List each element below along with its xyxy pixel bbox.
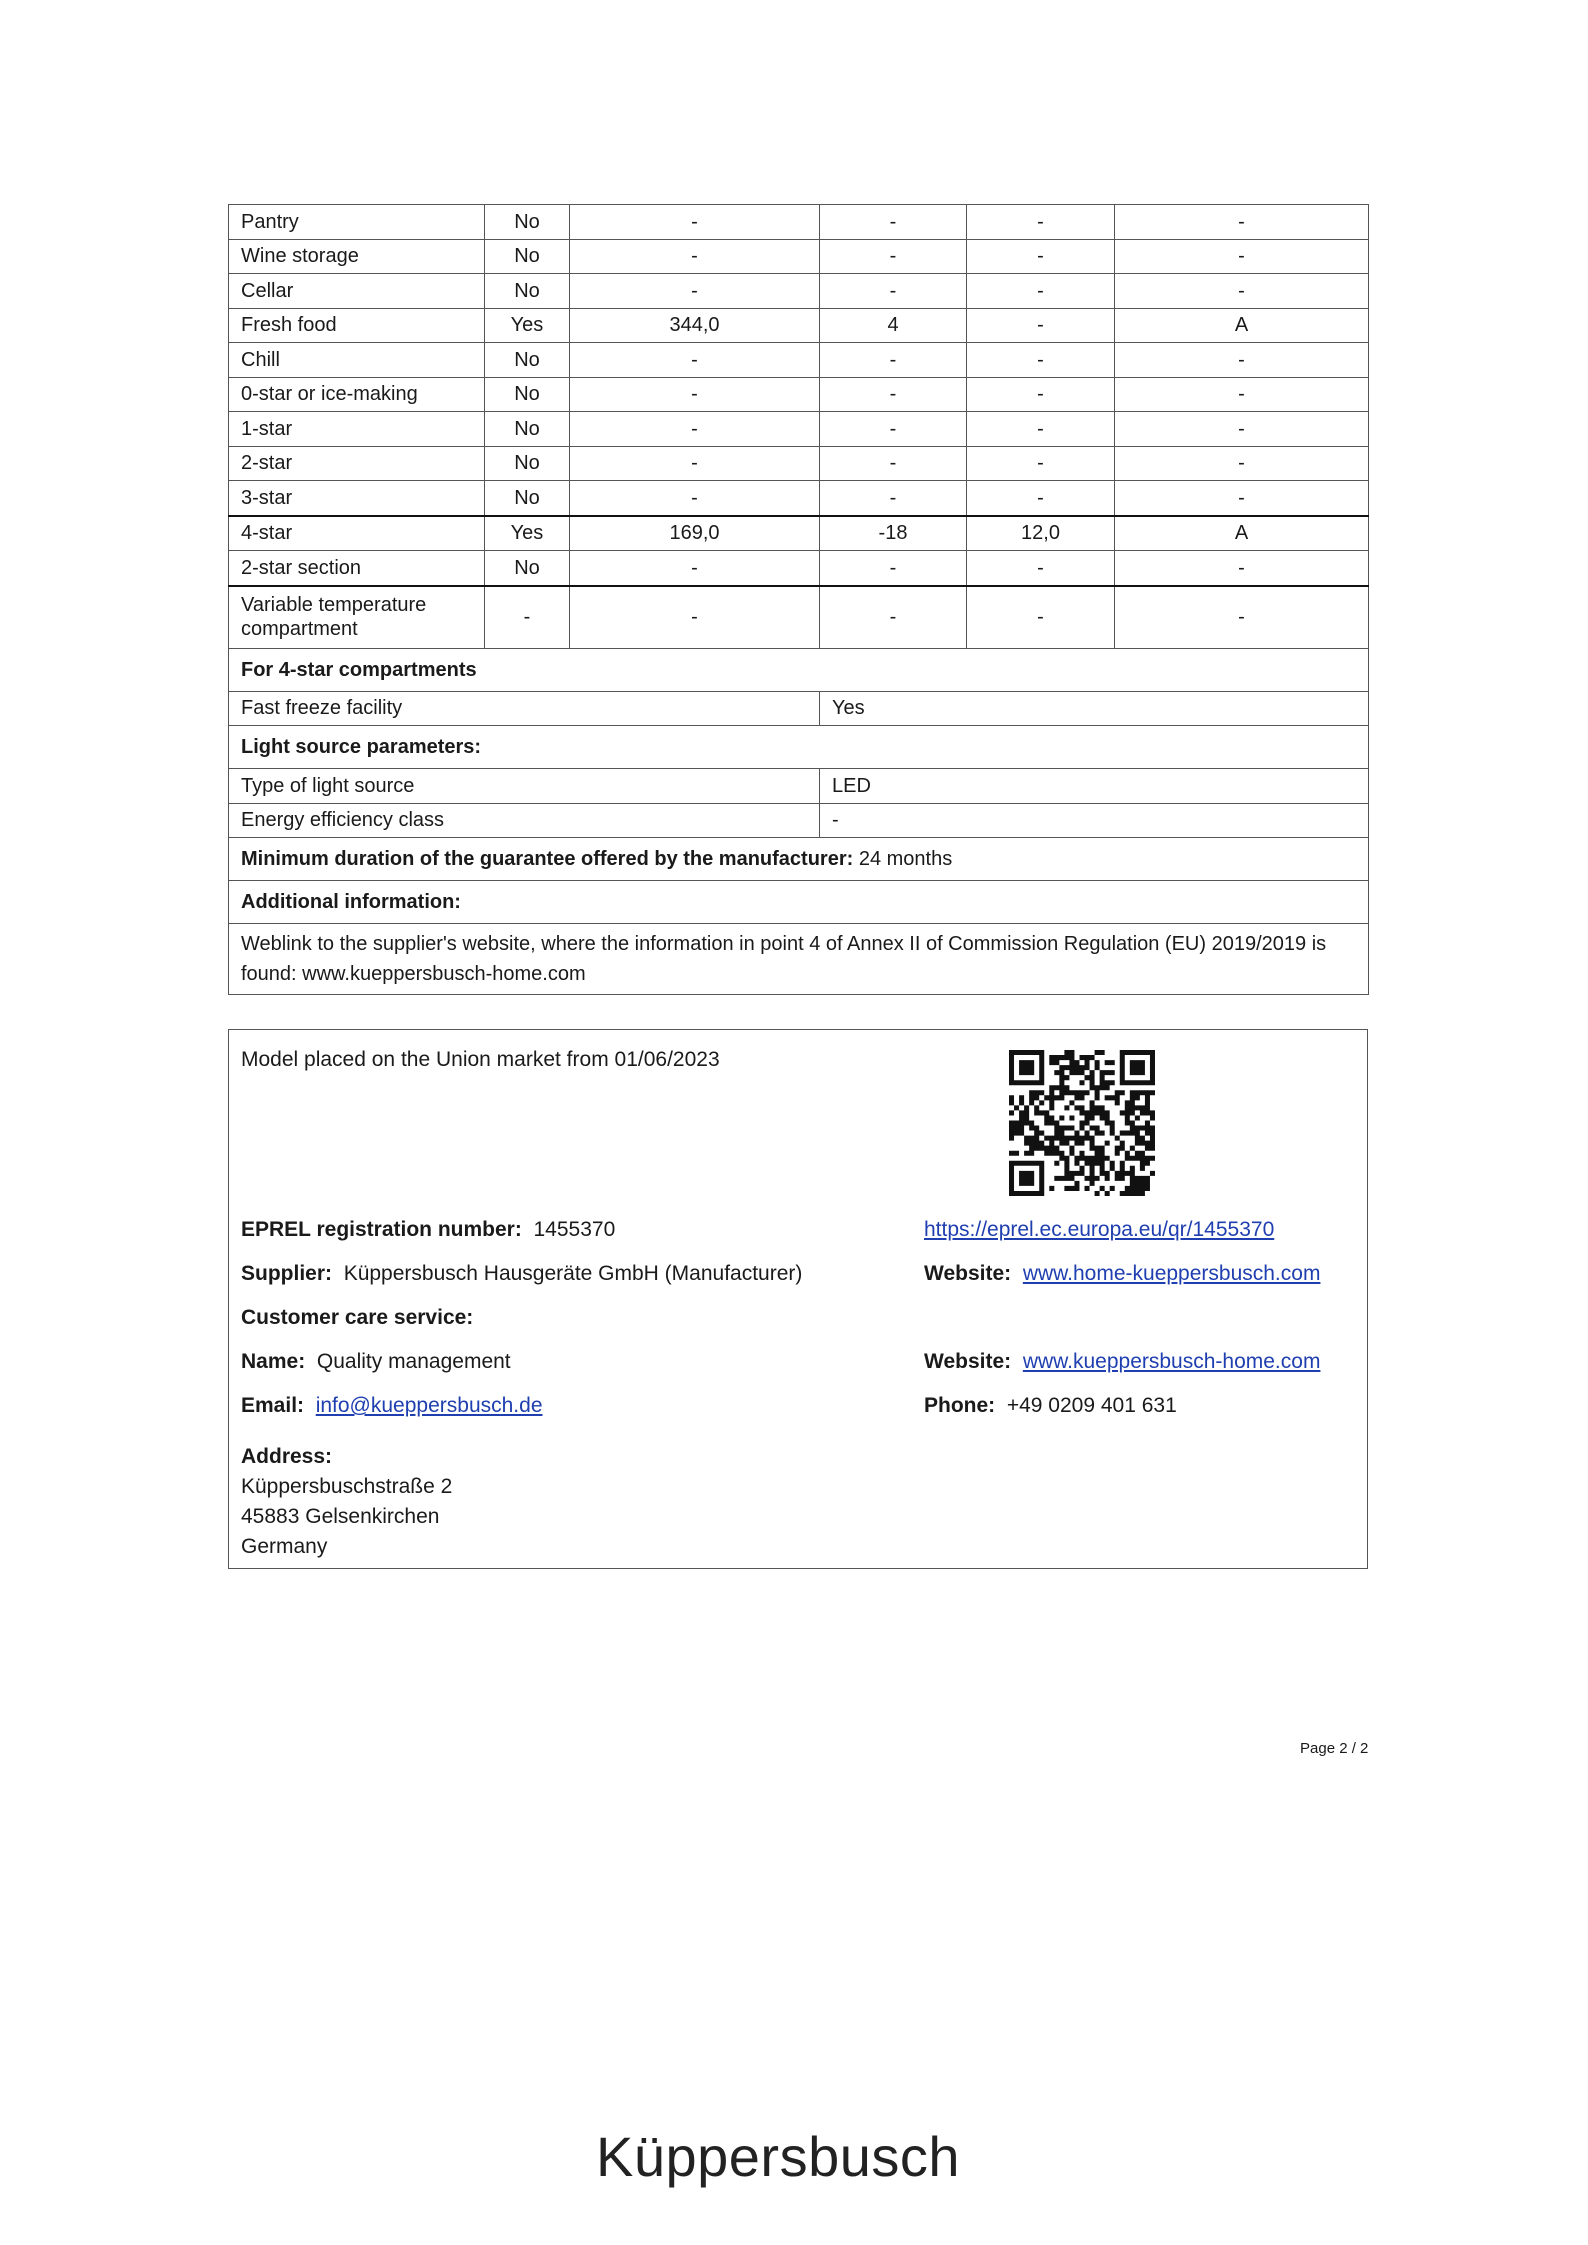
eprel-link-wrap [924, 1218, 1274, 1242]
customer-care [241, 1306, 473, 1330]
weblink-url: www.kueppersbusch-home.com [302, 963, 586, 985]
light-heading-row [229, 726, 1369, 769]
compartment-climate-cell: - [1115, 343, 1369, 378]
compartment-temp-cell: - [820, 412, 967, 447]
compartment-temp-cell: - [820, 343, 967, 378]
care-email [241, 1394, 543, 1418]
four-star-heading: For 4-star compartments [229, 648, 1369, 691]
compartment-capacity-cell: - [967, 481, 1115, 516]
compartment-climate-cell: - [1115, 446, 1369, 481]
compartment-temp-cell: - [820, 446, 967, 481]
compartment-present-cell: No [485, 239, 570, 274]
compartment-name-cell: Pantry [229, 205, 485, 240]
market-text: Model placed on the Union market from 01/06/2023 [241, 1048, 720, 1071]
compartment-temp-cell: - [820, 239, 967, 274]
compartment-name-cell: 0-star or ice-making [229, 377, 485, 412]
compartment-climate-cell: A [1115, 308, 1369, 343]
customer-care-label: Customer care service: [241, 1306, 474, 1329]
compartment-row [229, 343, 1369, 378]
compartment-row [229, 239, 1369, 274]
compartment-name-cell: Variable temperature compartment [229, 586, 485, 649]
supplier-website [924, 1262, 1320, 1286]
care-phone [924, 1394, 1177, 1418]
compartment-volume-cell: - [570, 274, 820, 309]
compartment-capacity-cell: - [967, 586, 1115, 649]
compartment-climate-cell: - [1115, 274, 1369, 309]
compartment-temp-cell: - [820, 481, 967, 516]
fast-freeze-value: Yes [820, 691, 1369, 726]
light-class-value: - [820, 803, 1369, 838]
compartment-temp-cell: - [820, 205, 967, 240]
guarantee-cell [229, 838, 1369, 881]
fast-freeze-label: Fast freeze facility [229, 691, 820, 726]
four-star-heading-row [229, 648, 1369, 691]
website-label: Website: [924, 1262, 1012, 1285]
compartment-volume-cell: - [570, 586, 820, 649]
compartment-volume-cell: - [570, 377, 820, 412]
compartment-present-cell: No [485, 343, 570, 378]
weblink-row [229, 924, 1369, 995]
phone-label: Phone: [924, 1394, 996, 1417]
website2-label: Website: [924, 1350, 1012, 1373]
compartment-name-cell: Fresh food [229, 308, 485, 343]
product-information-sheet [228, 204, 1368, 995]
compartment-present-cell: No [485, 446, 570, 481]
compartment-present-cell: - [485, 586, 570, 649]
compartment-table [228, 204, 1369, 995]
eprel-info-card [228, 1029, 1368, 1569]
fast-freeze-row [229, 691, 1369, 726]
eprel-registration [241, 1218, 615, 1242]
compartment-volume-cell: - [570, 551, 820, 586]
compartment-name-cell: Wine storage [229, 239, 485, 274]
address-label: Address: [241, 1445, 333, 1468]
compartment-row [229, 308, 1369, 343]
compartment-capacity-cell: 12,0 [967, 516, 1115, 551]
weblink-cell [229, 924, 1369, 995]
eprel-link[interactable]: https://eprel.ec.europa.eu/qr/1455370 [924, 1218, 1275, 1241]
compartment-climate-cell: - [1115, 551, 1369, 586]
care-website [924, 1350, 1320, 1374]
address-line-3: Germany [241, 1535, 328, 1558]
compartment-row [229, 551, 1369, 586]
compartment-volume-cell: - [570, 446, 820, 481]
compartment-row [229, 516, 1369, 551]
compartment-name-cell: 4-star [229, 516, 485, 551]
supplier-value: Küppersbusch Hausgeräte GmbH (Manufacturer) [343, 1262, 803, 1285]
light-type-value: LED [820, 769, 1369, 804]
additional-heading: Additional information: [229, 881, 1369, 924]
compartment-temp-cell: - [820, 586, 967, 649]
compartment-row [229, 446, 1369, 481]
compartment-volume-cell: - [570, 205, 820, 240]
compartment-volume-cell: 169,0 [570, 516, 820, 551]
compartment-capacity-cell: - [967, 205, 1115, 240]
compartment-temp-cell: - [820, 377, 967, 412]
compartment-present-cell: No [485, 412, 570, 447]
compartment-row [229, 412, 1369, 447]
compartment-climate-cell: - [1115, 205, 1369, 240]
compartment-capacity-cell: - [967, 412, 1115, 447]
weblink-text: Weblink to the supplier's website, where the information in point 4 of Annex II of Commission Regulation (EU) 2019/2019 is found: [241, 933, 1327, 985]
supplier-label: Supplier: [241, 1262, 333, 1285]
compartment-row [229, 274, 1369, 309]
website-link[interactable]: www.home-kueppersbusch.com [1022, 1262, 1321, 1285]
guarantee-label: Minimum duration of the guarantee offered by the manufacturer: [241, 848, 854, 870]
guarantee-value: 24 months [858, 848, 953, 870]
compartment-name-cell: 2-star [229, 446, 485, 481]
light-heading: Light source parameters: [229, 726, 1369, 769]
compartment-temp-cell: -18 [820, 516, 967, 551]
compartment-climate-cell: - [1115, 239, 1369, 274]
page-number: Page 2 / 2 [1300, 1740, 1369, 1757]
compartment-volume-cell: 344,0 [570, 308, 820, 343]
compartment-capacity-cell: - [967, 239, 1115, 274]
compartment-climate-cell: - [1115, 481, 1369, 516]
qr-code-icon[interactable] [1009, 1050, 1155, 1196]
compartment-name-cell: 1-star [229, 412, 485, 447]
guarantee-row [229, 838, 1369, 881]
care-name [241, 1350, 511, 1374]
address-line-1: Küppersbuschstraße 2 [241, 1475, 453, 1498]
compartment-capacity-cell: - [967, 274, 1115, 309]
light-type-row [229, 769, 1369, 804]
compartment-present-cell: No [485, 551, 570, 586]
compartment-present-cell: Yes [485, 516, 570, 551]
light-type-label: Type of light source [229, 769, 820, 804]
compartment-present-cell: No [485, 481, 570, 516]
additional-heading-row [229, 881, 1369, 924]
compartment-capacity-cell: - [967, 343, 1115, 378]
name-value: Quality management [316, 1350, 511, 1373]
compartment-climate-cell: - [1115, 412, 1369, 447]
supplier [241, 1262, 802, 1286]
compartment-name-cell: 3-star [229, 481, 485, 516]
compartment-volume-cell: - [570, 239, 820, 274]
compartment-capacity-cell: - [967, 446, 1115, 481]
compartment-capacity-cell: - [967, 377, 1115, 412]
phone-value: +49 0209 401 631 [1006, 1394, 1177, 1417]
eprel-number: 1455370 [533, 1218, 616, 1241]
compartment-temp-cell: - [820, 274, 967, 309]
compartment-volume-cell: - [570, 481, 820, 516]
compartment-climate-cell: - [1115, 377, 1369, 412]
light-class-row [229, 803, 1369, 838]
website2-link[interactable]: www.kueppersbusch-home.com [1022, 1350, 1321, 1373]
compartment-row [229, 586, 1369, 649]
compartment-row [229, 481, 1369, 516]
eprel-label: EPREL registration number: [241, 1218, 522, 1241]
name-label: Name: [241, 1350, 306, 1373]
compartment-capacity-cell: - [967, 308, 1115, 343]
compartment-volume-cell: - [570, 412, 820, 447]
compartment-capacity-cell: - [967, 551, 1115, 586]
email-link[interactable]: info@kueppersbusch.de [315, 1394, 543, 1417]
email-label: Email: [241, 1394, 305, 1417]
compartment-row [229, 377, 1369, 412]
compartment-name-cell: Cellar [229, 274, 485, 309]
compartment-name-cell: Chill [229, 343, 485, 378]
compartment-name-cell: 2-star section [229, 551, 485, 586]
compartment-temp-cell: 4 [820, 308, 967, 343]
brand-logo: Küppersbusch [596, 2125, 961, 2188]
compartment-temp-cell: - [820, 551, 967, 586]
compartment-present-cell: No [485, 274, 570, 309]
address-block [241, 1442, 452, 1562]
compartment-present-cell: No [485, 377, 570, 412]
compartment-row [229, 205, 1369, 240]
light-class-label: Energy efficiency class [229, 803, 820, 838]
compartment-volume-cell: - [570, 343, 820, 378]
compartment-climate-cell: A [1115, 516, 1369, 551]
compartment-present-cell: No [485, 205, 570, 240]
compartment-present-cell: Yes [485, 308, 570, 343]
address-line-2: 45883 Gelsenkirchen [241, 1505, 440, 1528]
compartment-climate-cell: - [1115, 586, 1369, 649]
